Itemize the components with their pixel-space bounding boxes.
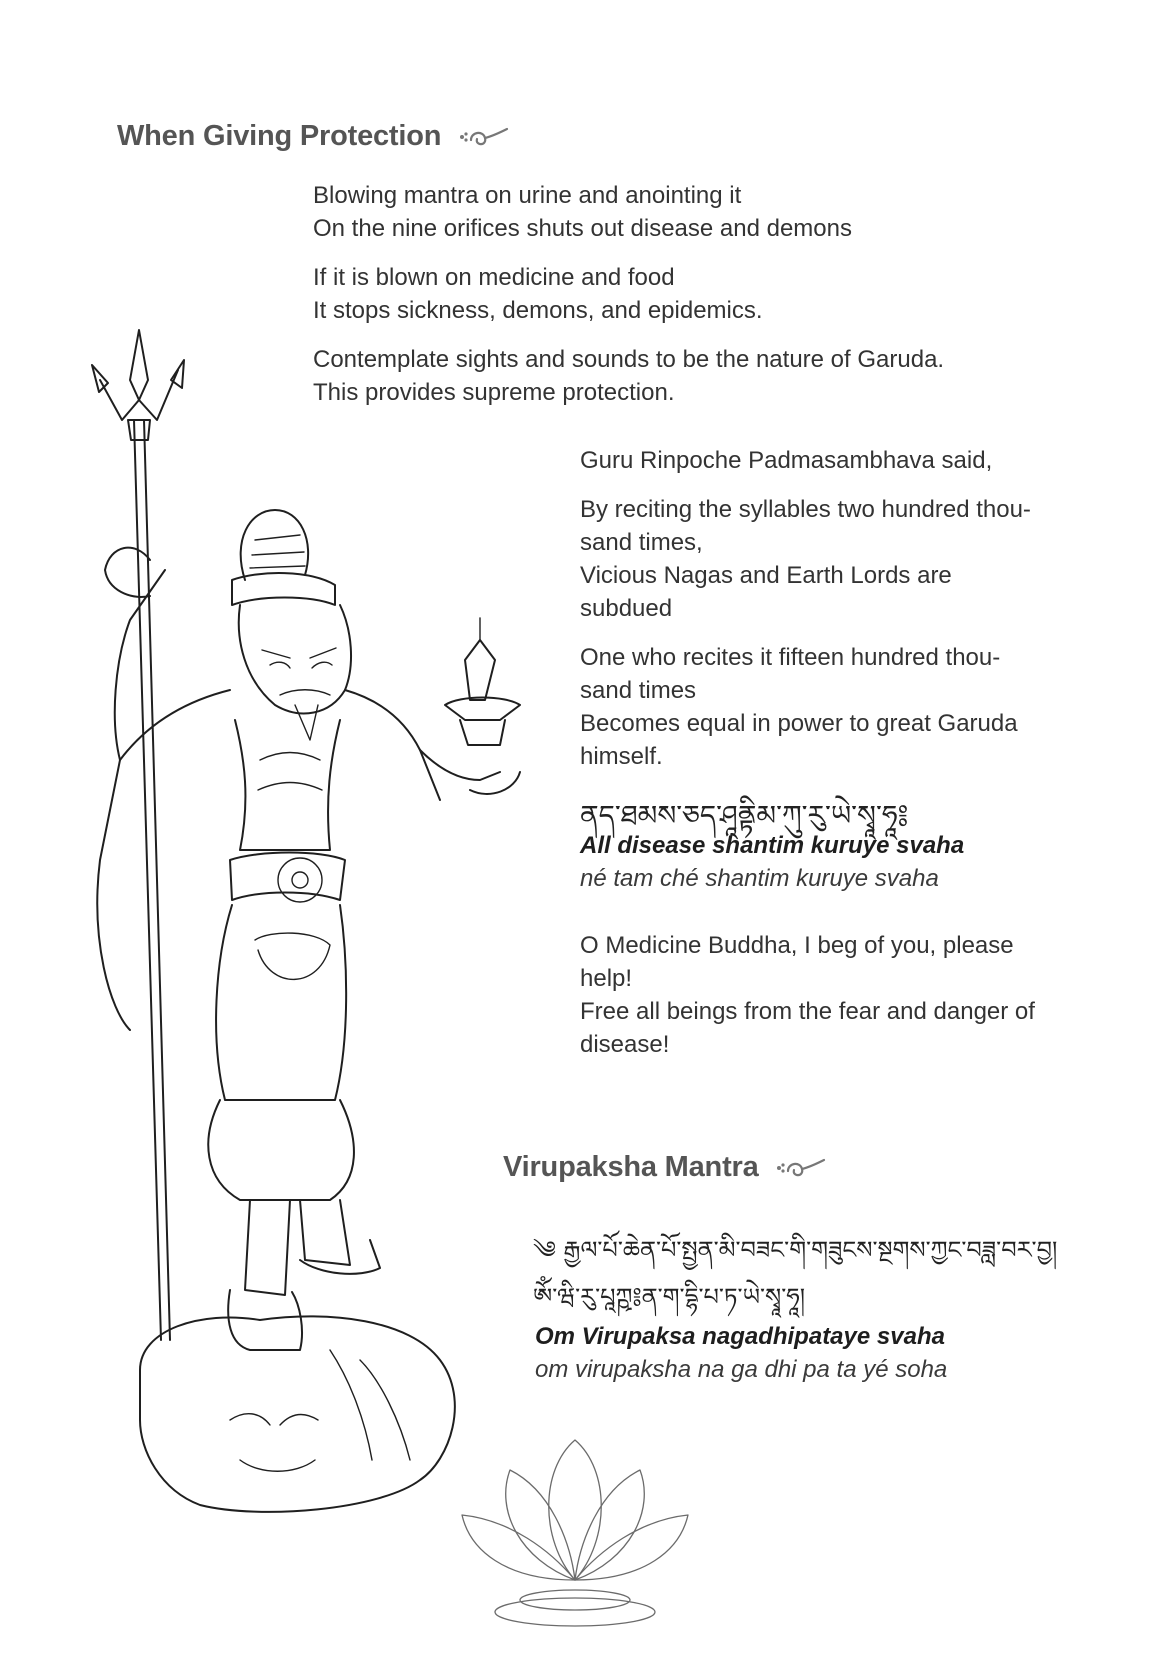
heading-text: Virupaksha Mantra <box>503 1151 759 1183</box>
quote-line: By reciting the syllables two hundred thou- <box>580 496 1031 523</box>
section-heading-protection <box>117 120 511 153</box>
ornament-icon <box>457 124 511 150</box>
virupaksha-tibetan-line: ༄ རྒྱལ་པོ་ཆེན་པོ་སྤྱན་མི་བཟང་གི་གཟུངས་སྔགས་ཀྱང་བཟླ་བར་བྱ། <box>533 1236 1058 1264</box>
quote-line: sand times, <box>580 529 703 556</box>
virupaksha-mantra <box>535 1320 1055 1386</box>
mantra-phonetic: né tam ché shantim kuruye svaha <box>580 865 939 892</box>
guru-quote <box>580 444 1048 773</box>
prayer-line: help! <box>580 965 633 992</box>
guardian-body <box>97 548 520 1350</box>
quote-line: One who recites it fifteen hundred thou- <box>580 644 1001 671</box>
verse-line: This provides supreme protection. <box>313 379 675 406</box>
mantra-english: All disease shantim kuruye svaha <box>580 832 965 859</box>
verse-line: If it is blown on medicine and food <box>313 264 675 291</box>
verse-line: On the nine orifices shuts out disease and demons <box>313 215 852 242</box>
prayer-line: Free all beings from the fear and danger of <box>580 998 1035 1025</box>
quote-line: Becomes equal in power to great Garuda <box>580 710 1018 737</box>
protection-verses <box>313 179 1013 409</box>
quote-line: sand times <box>580 677 697 704</box>
mantra-phonetic: om virupaksha na ga dhi pa ta yé soha <box>535 1356 948 1383</box>
ornament-icon <box>774 1155 828 1181</box>
prayer-line: disease! <box>580 1031 670 1058</box>
disease-mantra <box>580 829 1048 895</box>
verse-line: Contemplate sights and sounds to be the nature of Garuda. <box>313 346 945 373</box>
quote-line: himself. <box>580 743 663 770</box>
verse-line: Blowing mantra on urine and anointing it <box>313 182 742 209</box>
disease-mantra-tibetan: ནད་ཐམས་ཅད་ཤཱནྟིམ་ཀུ་རུ་ཡེ་སྭཱ་ཧཱ༔ <box>580 799 909 832</box>
section-heading-virupaksha <box>503 1151 828 1184</box>
prayer-line: O Medicine Buddha, I beg of you, please <box>580 932 1014 959</box>
quote-line: Vicious Nagas and Earth Lords are subdued <box>580 562 952 622</box>
demon-head <box>140 1316 455 1511</box>
medicine-buddha-prayer <box>580 929 1048 1061</box>
virupaksha-tibetan-line: ཨོཾ་ཝི་རུ་པཱཀྵ༔ན་ག་དྷི་པ་ཏ་ཡེ་སྭཱ་ཧཱ། <box>533 1283 806 1311</box>
lotus-icon <box>462 1440 688 1626</box>
heading-text: When Giving Protection <box>117 120 442 152</box>
quote-intro: Guru Rinpoche Padmasambhava said, <box>580 447 993 474</box>
guardian-head <box>232 510 351 740</box>
verse-line: It stops sickness, demons, and epidemics. <box>313 297 763 324</box>
mantra-english: Om Virupaksa nagadhipataye svaha <box>535 1323 945 1350</box>
